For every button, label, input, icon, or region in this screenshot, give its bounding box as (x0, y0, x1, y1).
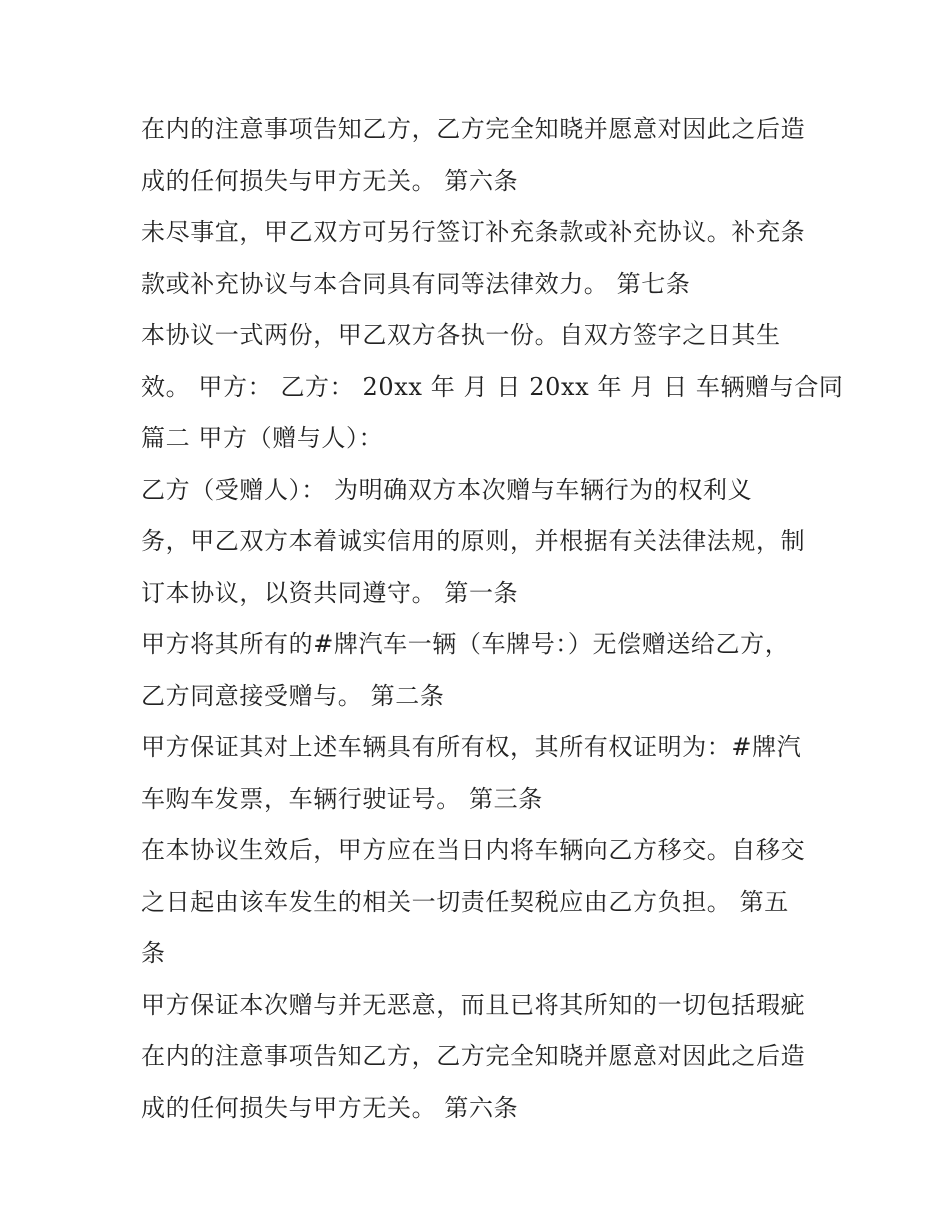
text-line: 效。 甲方： 乙方： 20xx 年 月 日 20xx 年 月 日 车辆赠与合同 (141, 372, 844, 401)
text-line: 成的任何损失与甲方无关。 第六条 (141, 1093, 519, 1122)
text-line: 成的任何损失与甲方无关。 第六条 (141, 166, 519, 195)
text-line: 篇二 甲方（赠与人）： (141, 424, 384, 452)
text-line: 乙方同意接受赠与。 第二条 (141, 681, 445, 710)
text-line: 未尽事宜，甲乙双方可另行签订补充条款或补充协议。补充条 (141, 218, 806, 246)
text-line: 甲方将其所有的#牌汽车一辆（车牌号：）无偿赠送给乙方， (141, 630, 790, 658)
text-line: 甲方保证本次赠与并无恶意，而且已将其所知的一切包括瑕疵 (141, 990, 806, 1019)
text-line: 条 (141, 939, 166, 967)
text-line: 本协议一式两份，甲乙双方各执一份。自双方签字之日其生 (141, 321, 781, 349)
text-line: 之日起由该车发生的相关一切责任契税应由乙方负担。 第五 (141, 887, 789, 916)
contract-body-text (141, 104, 844, 1134)
text-line: 甲方保证其对上述车辆具有所有权，其所有权证明为：#牌汽 (141, 733, 802, 761)
text-line: 订本协议，以资共同遵守。 第一条 (141, 578, 519, 607)
text-line: 在内的注意事项告知乙方，乙方完全知晓并愿意对因此之后造 (141, 1042, 806, 1070)
text-line: 车购车发票，车辆行驶证号。 第三条 (141, 784, 543, 813)
text-line: 乙方（受赠人）： 为明确双方本次赠与车辆行为的权利义 (141, 475, 753, 504)
text-line: 在本协议生效后，甲方应在当日内将车辆向乙方移交。自移交 (141, 836, 806, 864)
text-line: 在内的注意事项告知乙方，乙方完全知晓并愿意对因此之后造 (141, 115, 806, 143)
text-line: 务，甲乙双方本着诚实信用的原则，并根据有关法律法规，制 (141, 527, 806, 555)
text-line: 款或补充协议与本合同具有同等法律效力。 第七条 (141, 269, 691, 298)
